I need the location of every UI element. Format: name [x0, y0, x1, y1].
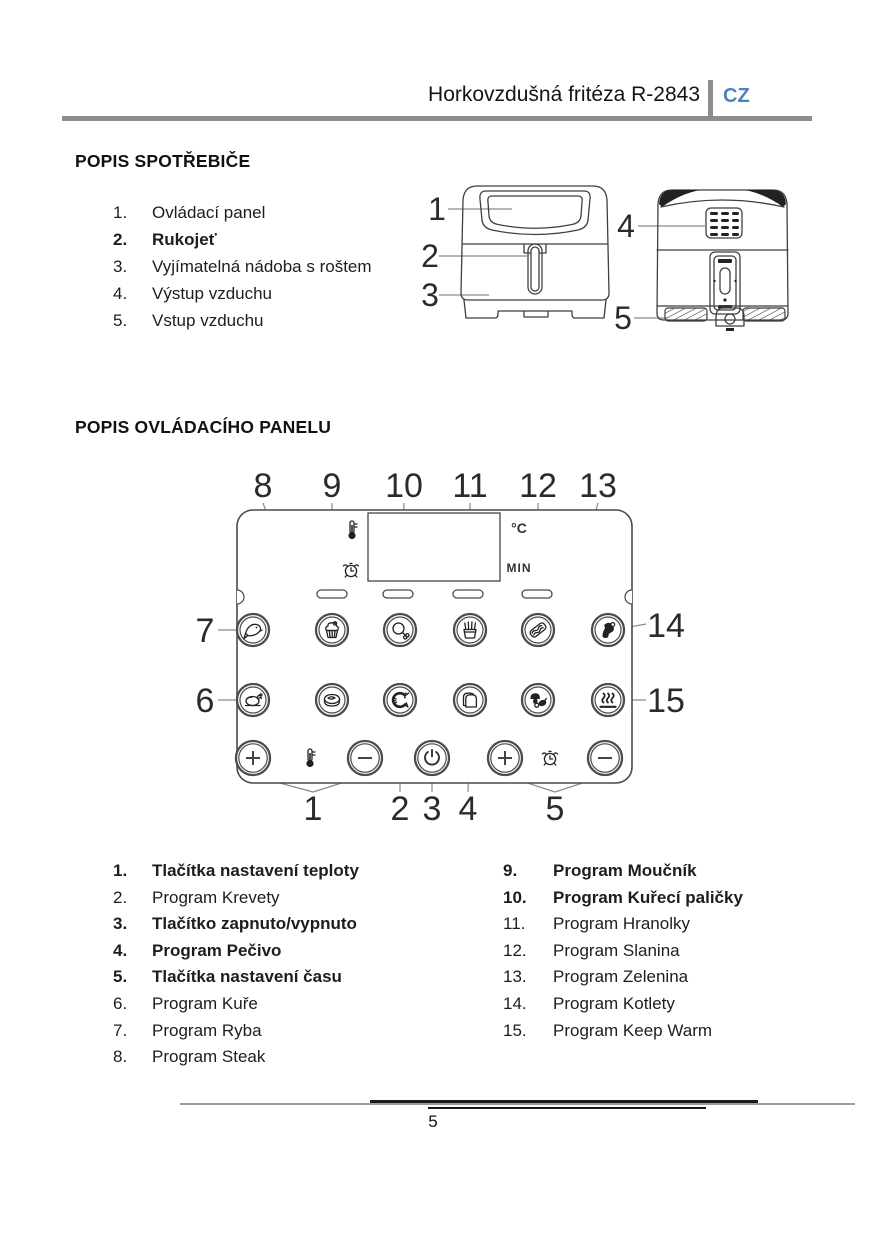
program-bacon-button — [522, 614, 554, 646]
handle-bracket — [524, 244, 546, 253]
legend-item: 3. Tlačítko zapnuto/vypnuto — [113, 914, 357, 934]
program-toast-button — [454, 684, 486, 716]
panel-callout-9: 9 — [322, 467, 342, 505]
callout-2: 2 — [421, 238, 439, 274]
display-screen — [368, 513, 500, 581]
panel-callout-14: 14 — [647, 607, 685, 645]
legend-item: 15. Program Keep Warm — [503, 1020, 713, 1040]
cord-channel — [710, 252, 740, 314]
legend-item: 13. Program Zelenina — [503, 967, 689, 987]
airfryer-rear-drawing — [610, 178, 802, 346]
footer-line-2 — [428, 1107, 706, 1109]
appliance-parts-list — [113, 203, 372, 338]
power-button — [415, 741, 449, 775]
language-badge: CZ — [723, 85, 750, 107]
callout-1: 1 — [428, 191, 446, 227]
program-steak-button — [316, 684, 348, 716]
list-item: 5. Vstup vzduchu — [113, 311, 264, 330]
header-rule — [62, 116, 812, 121]
panel-callout-8: 8 — [253, 467, 273, 505]
callout-5: 5 — [614, 300, 632, 336]
legend-item: 7. Program Ryba — [113, 1020, 262, 1040]
list-item: 4. Výstup vzduchu — [113, 284, 273, 303]
legend-item: 6. Program Kuře — [113, 993, 258, 1013]
panel-callout-5: 5 — [545, 790, 565, 828]
panel-callout-12: 12 — [519, 467, 557, 505]
panel-callout-15: 15 — [647, 682, 685, 720]
section-heading-panel: POPIS OVLÁDACÍHO PANELU — [75, 417, 332, 437]
legend-item: 1. Tlačítka nastavení teploty — [113, 861, 359, 880]
footer-line-1 — [370, 1100, 758, 1103]
legend-item: 12. Program Slanina — [503, 940, 680, 960]
time-unit-label: MIN — [506, 561, 532, 575]
program-chops-button — [592, 614, 624, 646]
temp-minus-button — [348, 741, 382, 775]
page-number: 5 — [428, 1112, 438, 1131]
temp-plus-button — [236, 741, 270, 775]
legend-item: 8. Program Steak — [113, 1047, 266, 1067]
list-item: 1. Ovládací panel — [113, 203, 266, 222]
panel-callout-2: 2 — [390, 790, 410, 828]
airfryer-front-drawing — [420, 178, 616, 346]
panel-callout-4: 4 — [458, 790, 478, 828]
footer-rule — [180, 1103, 855, 1105]
legend-item: 11. Program Hranolky — [503, 914, 690, 934]
section-heading-appliance: POPIS SPOTŘEBIČE — [75, 151, 251, 171]
handle — [528, 244, 542, 294]
control-panel-diagram — [185, 458, 690, 836]
legend-item: 2. Program Krevety — [113, 887, 280, 907]
program-keep-warm-button — [592, 684, 624, 716]
legend-item: 4. Program Pečivo — [113, 940, 282, 960]
program-fish-button — [237, 614, 269, 646]
list-item: 2. Rukojeť — [113, 230, 217, 249]
panel-callout-11: 11 — [452, 467, 488, 505]
temp-unit-label: °C — [511, 520, 527, 536]
air-outlet-grille — [706, 208, 742, 238]
program-chicken-button — [237, 684, 269, 716]
panel-callout-7: 7 — [195, 612, 215, 650]
panel-callout-3: 3 — [422, 790, 442, 828]
list-item: 3. Vyjímatelná nádoba s roštem — [113, 257, 372, 276]
program-cupcake-button — [316, 614, 348, 646]
panel-legend-right — [503, 861, 743, 1047]
panel-callout-6: 6 — [195, 682, 215, 720]
legend-item: 5. Tlačítka nastavení času — [113, 967, 342, 987]
program-fries-button — [454, 614, 486, 646]
page-title: Horkovzdušná fritéza R-2843 — [428, 83, 700, 106]
program-drumstick-button — [384, 614, 416, 646]
panel-callout-10: 10 — [385, 467, 423, 505]
header-divider — [708, 80, 713, 121]
legend-item: 9. Program Moučník — [503, 861, 697, 880]
legend-item: 14. Program Kotlety — [503, 993, 675, 1013]
legend-item: 10. Program Kuřecí paličky — [503, 887, 743, 907]
callout-3: 3 — [421, 277, 439, 313]
callout-4: 4 — [617, 208, 635, 244]
panel-callout-1: 1 — [303, 790, 323, 828]
time-minus-button — [588, 741, 622, 775]
time-plus-button — [488, 741, 522, 775]
panel-legend-left — [113, 861, 359, 1074]
program-vegetables-button — [522, 684, 554, 716]
program-shrimp-button — [384, 684, 416, 716]
panel-callout-13: 13 — [579, 467, 617, 505]
